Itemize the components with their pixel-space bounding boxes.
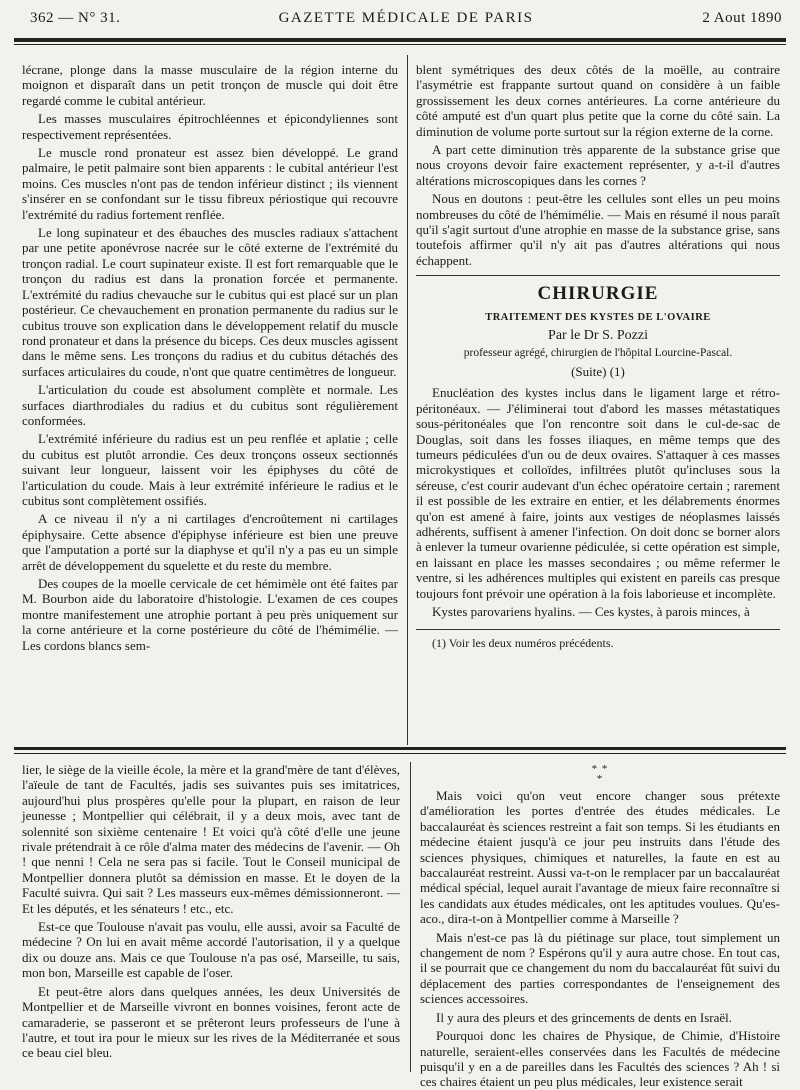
journal-title: GAZETTE MÉDICALE DE PARIS xyxy=(278,10,534,26)
author-affiliation: professeur agrégé, chirurgien de l'hôpital Lourcine-Pascal. xyxy=(463,346,733,359)
paragraph: Mais voici qu'on veut encore changer sous prétexte d'amélioration les portes d'entrée des études médicales. Le baccalauréat ès sciences restreint a fait son temps. Si les étudiants en médecine étaient jusqu'à ce jour peu instruits dans l'étude des sciences physiques, chimiques et naturelles, la faute en est au baccalauréat restreint. Aussi va-t-on le remplacer par un baccalauréat médical spécial, lequel aurait l'avantage de mieux faire reconnaître si les candidats aux études médicales, ont les aptitudes voulues. Qu'es-aco., dira-t-on à Montpellier comme à Marseille ? xyxy=(420,788,780,927)
paragraph: lécrane, plonge dans la masse musculaire de la région interne du moignon et disparaît dans un petit tronçon de muscle qui doit être regardé comme le cubital antérieur. xyxy=(22,62,398,108)
issue-date: 2 Aout 1890 xyxy=(702,10,782,26)
header-rule-thick xyxy=(14,38,786,42)
paragraph: A part cette diminution très apparente de la substance grise que nous croyons devoir faire exactement représenter, y a-t-il d'autres altérations microscopiques dans les cornes ? xyxy=(416,142,780,188)
paragraph: Nous en doutons : peut-être les cellules sont elles un peu moins nombreuses du côté de l'hémimélie. — Mais en résumé il nous paraît qu'il s'agit surtout d'une atrophie en masse de la substance grise, sans toutefois affirmer qu'il n'y ait pas d'autres altérations qui nous échappent. xyxy=(416,191,780,268)
paragraph: Il y aura des pleurs et des grincements de dents en Israël. xyxy=(436,1009,733,1025)
feuilleton-column-1 xyxy=(22,762,400,1061)
paragraph: blent symétriques des deux côtés de la moëlle, au contraire l'asymétrie est frappante surtout quand on considère à un faible grossissement les deux cornes antérieures. La corne antérieure du côté amputé est d'un quart plus petite que la corne du côté sain. La diminution de volume porte surtout sur la région externe de la corne. xyxy=(416,62,780,139)
section-rule xyxy=(416,275,780,276)
asterism: * * * xyxy=(591,763,609,785)
article-suite: (Suite) (1) xyxy=(571,363,625,379)
paragraph: Des coupes de la moelle cervicale de cet hémimèle ont été faites par M. Bourbon aide du laboratoire d'histologie. L'examen de ces coupes montre manifestement une atrophie portant à peu près uniquement sur la corne antérieure et la corne postérieure du côté de l'hémimélie. — Les cordons blancs sem- xyxy=(22,576,398,653)
running-header xyxy=(30,10,782,32)
paragraph: A ce niveau il n'y a ni cartilages d'encroûtement ni cartilages épiphysaire. Cette absence d'épiphyse inférieure est bien une preuve que l'amputation a porté sur la diaphyse et qu'il n'y a pas eu un simple arrêt de développement du squelette et du reste du membre. xyxy=(22,511,398,573)
paragraph: Et peut-être alors dans quelques années, les deux Universités de Montpellier et de Marseille vivront en bonnes voisines, feront acte de camaraderie, se passeront et se prêteront leurs professeurs de l'une à l'autre, et tout ira pour le mieux sur les rives de la Méditerranée et sous ce beau ciel bleu. xyxy=(22,983,400,1061)
section-title: CHIRURGIE xyxy=(537,283,659,305)
paragraph: Kystes parovariens hyalins. — Ces kystes, à parois minces, à xyxy=(432,604,750,619)
column-1 xyxy=(22,62,398,653)
article-title: TRAITEMENT DES KYSTES DE L'OVAIRE xyxy=(485,311,711,323)
header-rule-thin xyxy=(14,44,786,45)
paragraph: L'articulation du coude est absolument complète et normale. Les surfaces diarthrodiales du radius et du cubitus sont régulièrement conformées. xyxy=(22,382,398,428)
paragraph: Pourquoi donc les chaires de Physique, de Chimie, d'Histoire naturelle, seraient-elles conservées dans les Facultés de médecine puisqu'il y en a de pareilles dans les Facultés des sciences ? Ah ! si ces chaires étaient un peu plus médicales, leur existence serait xyxy=(420,1028,780,1090)
paragraph: Les masses musculaires épitrochléennes et épicondyliennes sont respectivement représentées. xyxy=(22,111,398,142)
feuilleton-rule-thick xyxy=(14,747,786,750)
column-2 xyxy=(416,62,780,652)
paragraph: L'extrémité inférieure du radius est un peu renflée et aplatie ; celle du cubitus est plutôt arrondie. Ces deux tronçons osseux sectionnés suivant leur longueur, laissent voir les épiphyses du côté de l'articulation du coude. Mais à leur extrémité inférieure le radius et le cubitus sont complètement ossifiés. xyxy=(22,431,398,508)
footnote: (1) Voir les deux numéros précédents. xyxy=(432,636,614,651)
feuilleton-rule-thin xyxy=(14,753,786,754)
page-number: 362 — N° 31. xyxy=(30,10,121,26)
paragraph: Mais n'est-ce pas là du piétinage sur place, tout simplement un changement de nom ? Espérons qu'il y aura autre chose. En tout cas, il se pourrait que ce changement du nom du baccalauréat fût suivi du déplacement des parties correspondantes de l'enseignement des sciences accessoires. xyxy=(420,929,780,1007)
feuilleton-column-2 xyxy=(420,763,780,1090)
paragraph: Est-ce que Toulouse n'avait pas voulu, elle aussi, avoir sa Faculté de médecine ? On lui en avait même accordé l'autorisation, il y a quelque dix ou douze ans. Mais ce que Toulouse n'a pas osé, Marseille, tu sais, mon bon, Marseille est capable de l'oser. xyxy=(22,919,400,981)
footnote-rule xyxy=(416,629,780,630)
paragraph: Le muscle rond pronateur est assez bien développé. Le grand palmaire, le petit palmaire sont bien apparents : le cubital antérieur l'est moins. Ces muscles n'ont pas de tendon inférieur distinct ; ils viennent s'insérer en se confondant sur le tissu fibreux périostique qui recouvre l'extrémité du radius fortement renflée. xyxy=(22,145,398,222)
column-divider xyxy=(407,55,408,745)
feuilleton-column-divider xyxy=(410,762,411,1072)
paragraph: lier, le siège de la vieille école, la mère et la grand'mère de tant d'élèves, l'aïeule de tant de Facultés, jadis ses suivantes puis ses imitatrices, aujourd'hui plus prospères qu'elle pour la plupart, en raison de leur jeunesse ; Montpellier qui célébrait, il y a deux mois, avec tant de solennité son sixième centenaire ! Et voici qu'à côté d'elle une jeune rivale prétendrait à ce rôle d'alma mater des médecins de l'avenir. — Oh ! que nenni ! Cela ne sera pas si facile. Tout le Conseil municipal de Montpellier donnera plutôt sa démission en masse. Et le doyen de la Faculté suivra. Qui sait ? Les masseurs eux-mêmes démissionneront. — Et les députés, et les sénateurs ! etc., etc. xyxy=(22,762,400,916)
paragraph: Enucléation des kystes inclus dans le ligament large et rétro-péritonéaux. — J'éliminerai tout d'abord les masses métastatiques sous-péritonéales que l'on rencontre soit dans le cul-de-sac de Douglas, soit dans les fosses iliaques, en même temps que des tumeurs pédiculées d'un ou de deux ovaires. S'attaquer à ces masses microkystiques et colloïdes, infiltrées plutôt qu'incluses sous la séreuse, c'est courir audevant d'un échec opératoire certain ; rarement il est possible de les extraire en entier, et les délabrements énormes qu'on est amené à faire, joints aux vestiges de néoplasmes laissés adhérents, suffisent à amener l'infection. On doit donc se borner alors à enlever la tumeur ovarienne pédiculée, si cette opération est simple, en laissant en place les masses secondaires ; ou même refermer le ventre, si les adhérences multiples qui existent en pareils cas presque toujours font prévoir une opération à la fois laborieuse et incomplète. xyxy=(416,385,780,601)
paragraph: Le long supinateur et des ébauches des muscles radiaux s'attachent par une petite aponévrose nacrée sur le côté externe de l'extrémité du tronçon radial. Le court supinateur existe. Il est fort remarquable que le tronçon du radius est dans la pronation forcée et permanente. L'extrémité du radius chevauche sur le cubitus qui est placé sur un plan postérieur. Ce chevauchement en pronation permanente du radius sur le cubitus trouve son explication dans le développement relatif du muscle rond pronateur et dans la présence du biceps. Ces deux muscles agissent dans le même sens. Les tronçons du radius et du cubitus détachés des surfaces articulaires du coude, n'ont que quatre centimètres de longueur. xyxy=(22,225,398,379)
article-author: Par le Dr S. Pozzi xyxy=(548,328,648,344)
